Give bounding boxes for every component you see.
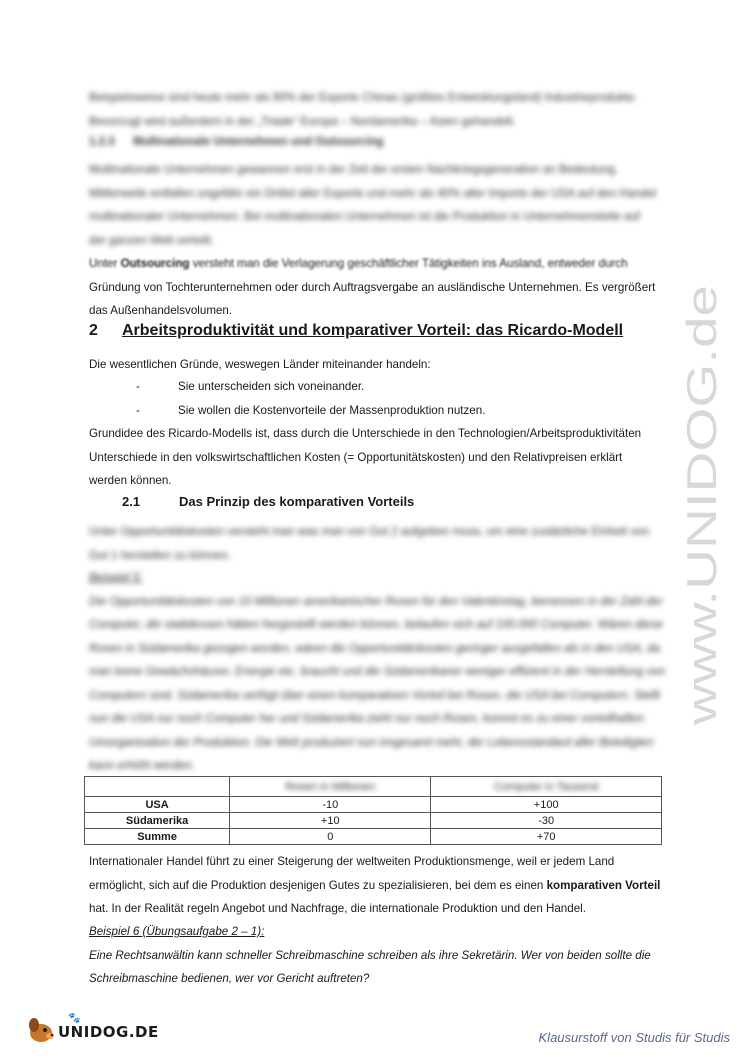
- text-line: Eine Rechtsanwältin kann schneller Schreibmaschine schreiben als ihre Sekretärin. Wer von beiden sollte die: [89, 948, 651, 962]
- reasons-intro: [89, 353, 661, 377]
- text-line: Rosen in Südamerika gezogen worden, wären die Opportunitätskosten geringer ausgefallen als in den USA, da: [89, 641, 661, 655]
- text-line: nun die USA nur noch Computer her und Südamerika zieht nur noch Rosen, kommt es zu einer vorteilhaften: [89, 712, 645, 725]
- table-row: [85, 797, 662, 813]
- table-header-cell: [431, 777, 662, 797]
- header-text: Computer in Tausend: [493, 780, 599, 793]
- table-cell: -30: [431, 813, 662, 829]
- text-line: kann erhöht werden.: [89, 759, 195, 772]
- text-line: Gründung von Tochterunternehmen oder durch Auftragsvergabe an ausländische Unternehmen. Es vergrößert: [89, 280, 656, 294]
- logo-text: UNIDOG.DE: [58, 1023, 159, 1041]
- list-item-text: Sie unterscheiden sich voneinander.: [178, 380, 365, 393]
- section-title: Das Prinzip des komparativen Vorteils: [179, 494, 415, 509]
- section-heading-1-2-3: [89, 136, 383, 148]
- ricardo-idea-paragraph: [89, 422, 661, 493]
- text-fragment: ermöglicht, sich auf die Produktion desjenigen Gutes zu spezialisieren, bei dem es einen: [89, 878, 547, 892]
- header-text: Rosen in Millionen: [285, 780, 376, 793]
- example-label: Beispiel 6 (Übungsaufgabe 2 – 1):: [89, 925, 265, 938]
- list-item-text: Sie wollen die Kostenvorteile der Massenproduktion nutzen.: [178, 403, 486, 417]
- section-number: 2: [89, 322, 98, 339]
- text-line: man keine Gewächshäuser, Energie etc. braucht und die Südamerikaner weniger effizient in der Herstellung von: [89, 665, 666, 678]
- text-line: Unter Opportunitätskosten versteht man was man von Gut 2 aufgeben muss, um eine zusätzliche Einheit von: [89, 525, 650, 538]
- text-line: hat. In der Realität regeln Angebot und Nachfrage, die internationale Produktion und den Handel.: [89, 902, 586, 915]
- text-line: [89, 874, 661, 898]
- watermark-text: www.UNIDOG.de: [678, 398, 725, 725]
- watermark: [678, 280, 725, 730]
- outsourcing-line-1: [89, 252, 661, 276]
- row-label: Südamerika: [85, 813, 230, 829]
- section-title: Arbeitsproduktivität und komparativer Vorteil: das Ricardo-Modell: [122, 322, 624, 339]
- blurred-example-5: [89, 566, 666, 778]
- text-line: Multinationale Unternehmen gewannen erst in der Zeit der ersten Nachkriegsgeneration an Bedeutung.: [89, 163, 619, 176]
- row-label: Summe: [85, 829, 230, 845]
- table-cell: +70: [431, 829, 662, 845]
- section-number: 1.2.3: [89, 136, 115, 148]
- outsourcing-term: Outsourcing: [120, 257, 190, 270]
- text-line: Unterschiede in den volkswirtschaftlichen Kosten (= Opportunitätskosten) und den Relativpreisen erklärt: [89, 450, 623, 464]
- footer-logo: [24, 1015, 164, 1045]
- text-line: Computer, die stattdessen hätten hergestellt werden können, belaufen sich auf 100.000 Computer. Wären diese: [89, 618, 663, 631]
- text-line: Computern sind. Südamerika verfügt über einen komparativen Vorteil bei Rosen, die USA bei Computern. Stellt: [89, 688, 660, 702]
- text-line: Mittlerweile entfallen ungefähr ein Drittel aller Exporte und mehr als 40% aller Importe der USA auf den Handel: [89, 186, 657, 200]
- trade-paragraph: [89, 850, 661, 921]
- text-line: Schreibmaschine bedienen, wer vor Gericht auftreten?: [89, 972, 370, 985]
- text-line: Die wesentlichen Gründe, weswegen Länder miteinander handeln:: [89, 358, 431, 371]
- text-line: Gut 1 herstellen zu können.: [89, 548, 231, 562]
- table-cell: 0: [230, 829, 431, 845]
- text-line: Bevorzugt wird außerdem in der „Triade“ Europa – Nordamerika – Asien gehandelt.: [89, 114, 516, 128]
- bullet-dash: -: [136, 403, 140, 417]
- comparative-advantage-table: [84, 776, 662, 845]
- table-header-row: [85, 777, 662, 797]
- table-row: [85, 813, 662, 829]
- section-number: 2.1: [122, 494, 141, 509]
- section-heading-2: [89, 322, 623, 340]
- table-cell: +10: [230, 813, 431, 829]
- row-label: USA: [85, 797, 230, 813]
- text-line: der ganzen Welt verteilt.: [89, 233, 214, 247]
- text-line: multinationaler Unternehmen. Bei multinationalen Unternehmen ist die Produktion in Unternehmensteile auf: [89, 210, 641, 223]
- blurred-multinational-paragraph: [89, 158, 661, 252]
- example-label: Beispiel 5:: [89, 571, 143, 584]
- text-line: Internationaler Handel führt zu einer Steigerung der weltweiten Produktionsmenge, weil er jedem Land: [89, 855, 615, 868]
- footer-tagline: Klausurstoff von Studis für Studis: [538, 1030, 730, 1045]
- text-line: Umorganisation der Produktion. Die Welt produziert nun insgesamt mehr, der Lebensstandard aller Beteiligten: [89, 735, 654, 749]
- bullet-dash: -: [136, 380, 140, 393]
- comparative-advantage-term: komparativen Vorteil: [546, 878, 661, 892]
- text-line: werden können.: [89, 474, 172, 487]
- blurred-intro: [89, 86, 661, 133]
- blurred-opportunity-paragraph: [89, 520, 661, 567]
- text-fragment: versteht man die Verlagerung geschäftlicher Tätigkeiten ins Ausland, entweder durch: [189, 257, 628, 270]
- dog-icon: [24, 1015, 58, 1045]
- table-row: [85, 829, 662, 845]
- table-header-cell: [230, 777, 431, 797]
- text-line: Beispielsweise sind heute mehr als 90% der Exporte Chinas (größtes Entwicklungsland) Industrieprodukte.: [89, 91, 638, 104]
- text-line: Die Opportunitätskosten von 10 Millionen amerikanischer Rosen für den Valentinstag, bemessen in der Zahl der: [89, 594, 663, 608]
- table-header-cell: [85, 777, 230, 797]
- paw-icon: 🐾: [68, 1013, 81, 1024]
- table-cell: -10: [230, 797, 431, 813]
- text-line: das Außenhandelsvolumen.: [89, 304, 233, 317]
- example-6: [89, 920, 661, 991]
- outsourcing-paragraph: [89, 252, 661, 323]
- text-fragment: Unter: [89, 257, 121, 270]
- section-heading-2-1: [122, 494, 414, 509]
- section-title: Multinationale Unternehmen und Outsourcing: [133, 136, 384, 148]
- table-cell: +100: [431, 797, 662, 813]
- text-line: Grundidee des Ricardo-Modells ist, dass durch die Unterschiede in den Technologien/Arbeitsproduktivitäten: [89, 427, 642, 440]
